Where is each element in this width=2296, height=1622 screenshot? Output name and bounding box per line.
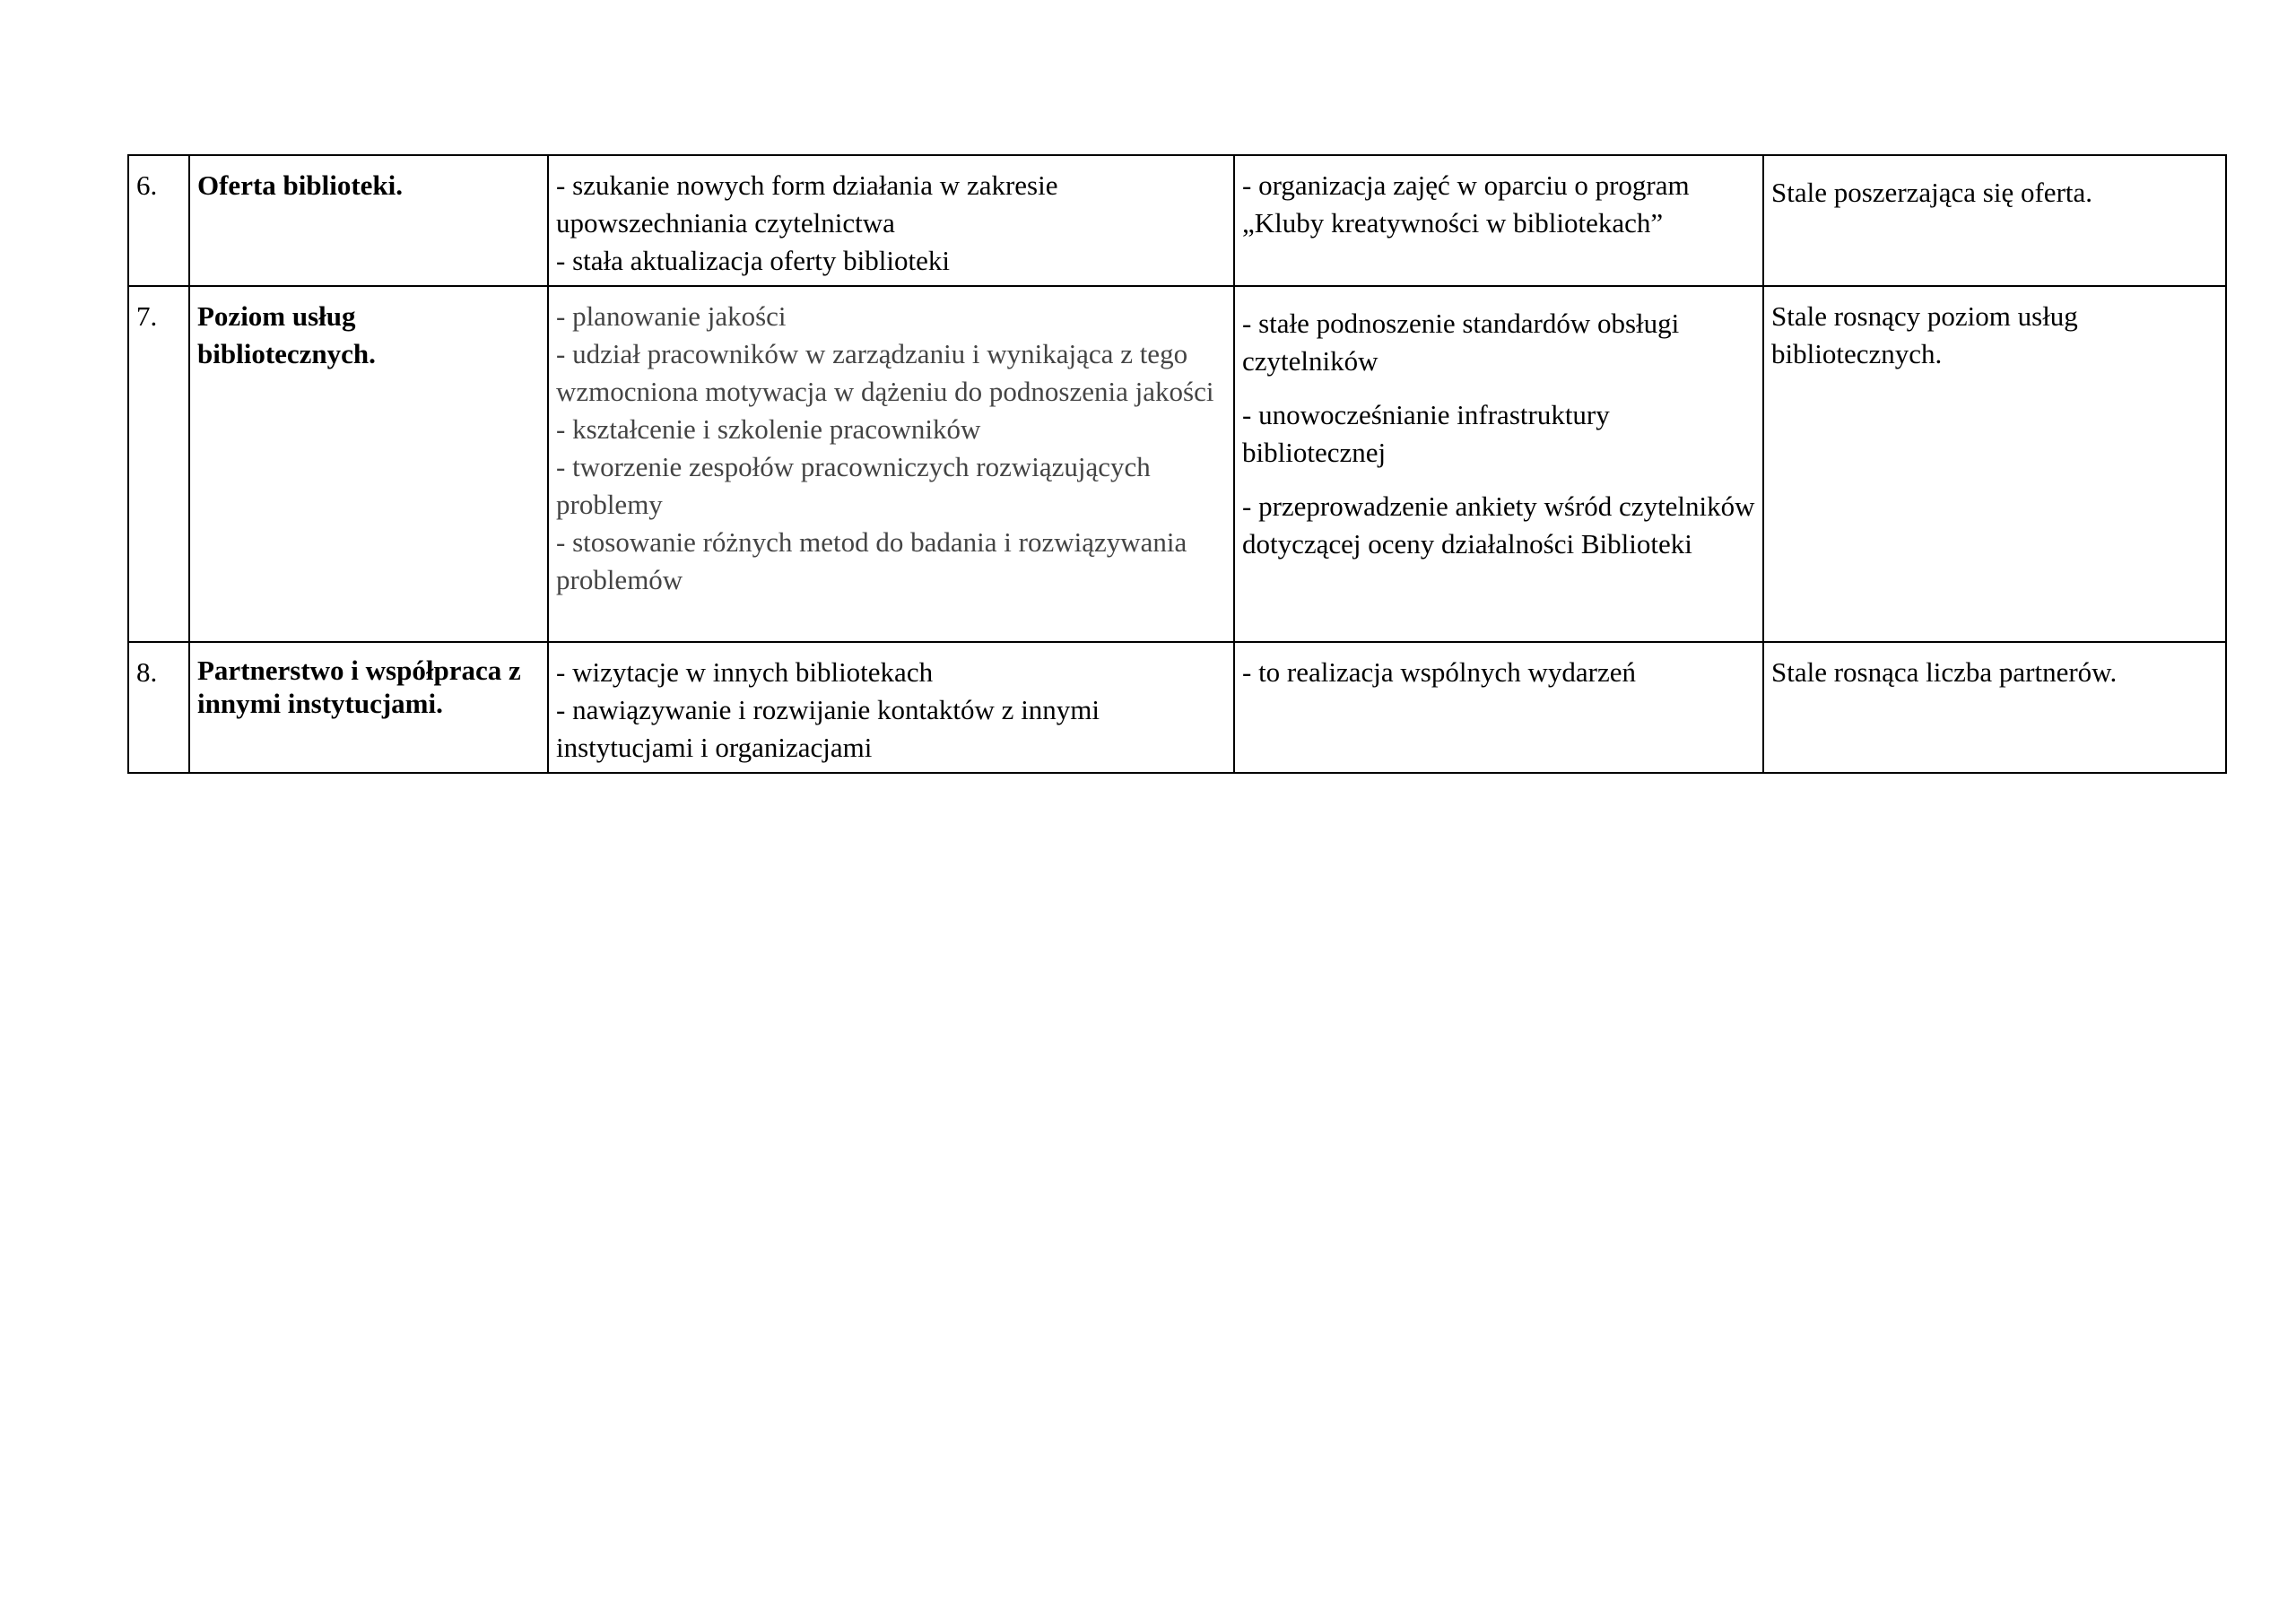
action-item: - nawiązywanie i rozwijanie kontaktów z innymi instytucjami i organizacjami	[556, 694, 1100, 763]
action-item: - tworzenie zespołów pracowniczych rozwiązujących problemy	[556, 451, 1151, 520]
table-row	[128, 286, 2226, 642]
task-item: - unowocześnianie infrastruktury bibliotecznej	[1242, 399, 1610, 468]
tasks-cell	[1234, 642, 1763, 773]
row-number: 8.	[128, 642, 189, 773]
tasks-cell	[1234, 155, 1763, 286]
action-item: - udział pracowników w zarządzaniu i wynikająca z tego wzmocniona motywacja w dążeniu do podnoszenia jakości	[556, 338, 1214, 407]
task-item: - organizacja zajęć w oparciu o program „Kluby kreatywności w bibliotekach”	[1242, 169, 1690, 239]
action-item: - szukanie nowych form działania w zakresie upowszechniania czytelnictwa	[556, 169, 1058, 239]
action-item: - stała aktualizacja oferty biblioteki	[556, 245, 950, 276]
actions-cell	[548, 642, 1234, 773]
action-item: - planowanie jakości	[556, 300, 787, 332]
result-cell: Stale rosnący poziom usług bibliotecznych.	[1763, 286, 2226, 642]
area-name: Partnerstwo i współpraca z innymi instytucjami.	[189, 642, 548, 773]
table-row	[128, 155, 2226, 286]
task-item: - stałe podnoszenie standardów obsługi czytelników	[1242, 308, 1680, 377]
area-name: Poziom usług bibliotecznych.	[189, 286, 548, 642]
action-item: - wizytacje w innych bibliotekach	[556, 656, 934, 688]
row-number: 7.	[128, 286, 189, 642]
task-item: - to realizacja wspólnych wydarzeń	[1242, 656, 1636, 688]
area-name: Oferta biblioteki.	[189, 155, 548, 286]
result-cell: Stale rosnąca liczba partnerów.	[1763, 642, 2226, 773]
task-item: - przeprowadzenie ankiety wśród czytelników dotyczącej oceny działalności Biblioteki	[1242, 490, 1755, 559]
actions-cell	[548, 155, 1234, 286]
row-number: 6.	[128, 155, 189, 286]
actions-cell	[548, 286, 1234, 642]
result-cell: Stale poszerzająca się oferta.	[1763, 155, 2226, 286]
action-item: - kształcenie i szkolenie pracowników	[556, 413, 981, 445]
action-item: - stosowanie różnych metod do badania i rozwiązywania problemów	[556, 526, 1187, 595]
tasks-cell	[1234, 286, 1763, 642]
plan-table	[127, 154, 2227, 774]
table-row	[128, 642, 2226, 773]
